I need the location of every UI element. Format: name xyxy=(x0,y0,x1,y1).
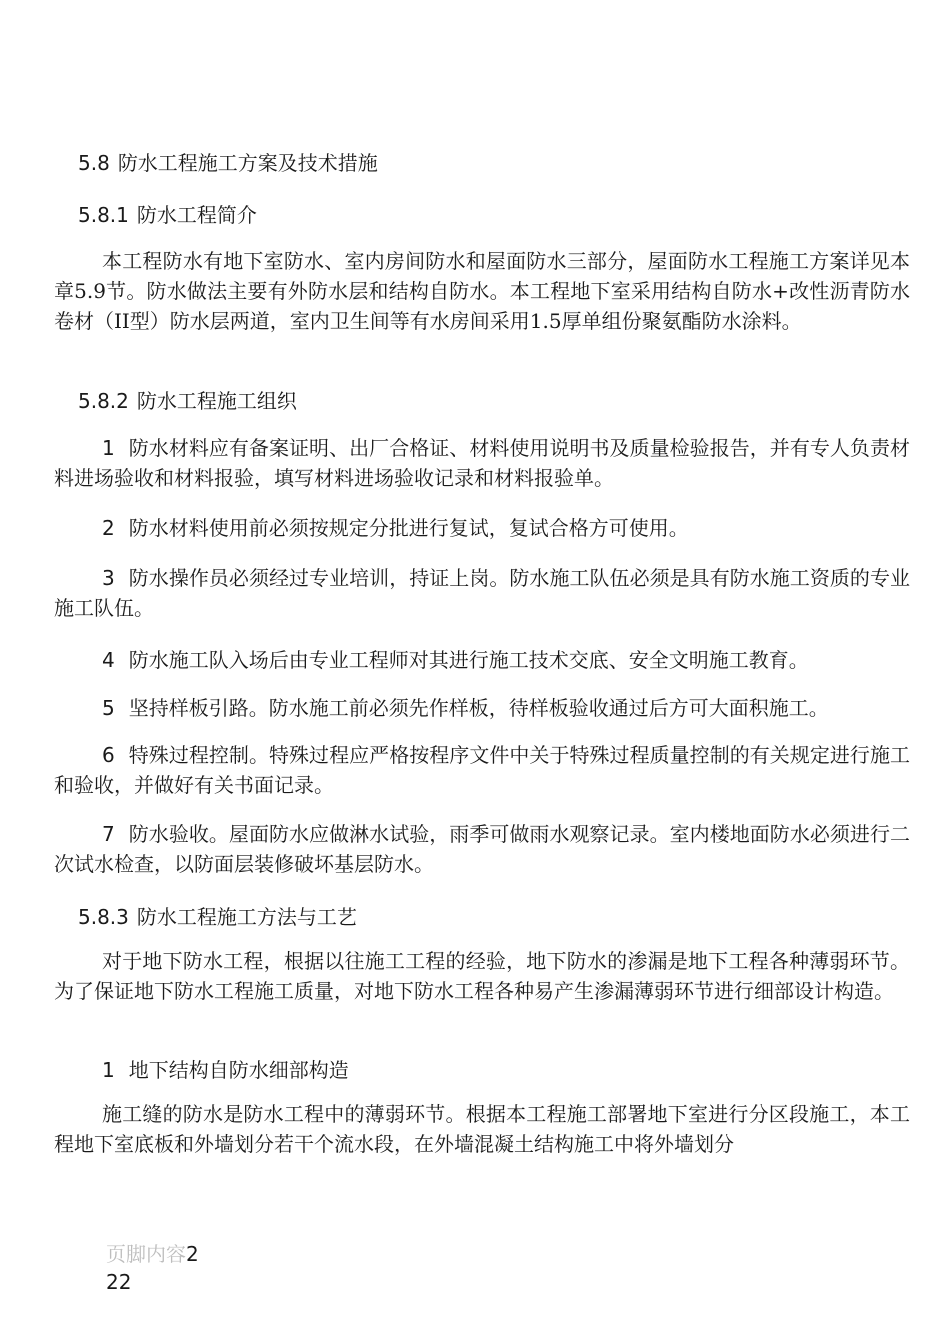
section-title: 防水工程施工方案及技术措施 xyxy=(117,151,378,175)
section-number: 5.8.2 xyxy=(78,389,129,413)
footer-label xyxy=(106,1240,199,1268)
item-text: 坚持样板引路。防水施工前必须先作样板，待样板验收通过后方可大面积施工。 xyxy=(128,696,829,720)
footer-page-total: 22 xyxy=(106,1270,132,1294)
section-title: 防水工程简介 xyxy=(136,203,257,227)
method-intro-paragraph: 对于地下防水工程，根据以往施工工程的经验，地下防水的渗漏是地下工程各种薄弱环节。为了保证地下防水工程施工质量，对地下防水工程各种易产生渗漏薄弱环节进行细部设计构造。 xyxy=(54,949,910,1003)
list-item xyxy=(54,513,910,543)
section-title: 防水工程施工组织 xyxy=(136,389,297,413)
item-text: 特殊过程控制。特殊过程应严格按程序文件中关于特殊过程质量控制的有关规定进行施工和验收，并做好有关书面记录。 xyxy=(54,743,910,797)
item-text: 防水材料使用前必须按规定分批进行复试，复试合格方可使用。 xyxy=(128,516,689,540)
list-item xyxy=(54,819,910,879)
item-number: 7 xyxy=(102,822,115,846)
joint-paragraph: 施工缝的防水是防水工程中的薄弱环节。根据本工程施工部署地下室进行分区段施工，本工程地下室底板和外墙划分若干个流水段，在外墙混凝土结构施工中将外墙划分 xyxy=(54,1102,910,1156)
item-text: 防水验收。屋面防水应做淋水试验，雨季可做雨水观察记录。室内楼地面防水必须进行二次试水检查，以防面层装修破坏基层防水。 xyxy=(54,822,910,876)
section-number: 5.8 xyxy=(78,151,110,175)
item-number: 5 xyxy=(102,696,115,720)
list-item xyxy=(54,693,910,723)
list-item xyxy=(54,645,910,675)
section-heading-5-8-3 xyxy=(78,902,357,932)
item-number: 1 xyxy=(102,436,115,460)
item-number: 6 xyxy=(102,743,115,767)
item-text: 防水施工队入场后由专业工程师对其进行施工技术交底、安全文明施工教育。 xyxy=(128,648,809,672)
item-number: 3 xyxy=(102,566,115,590)
item-text: 地下结构自防水细部构造 xyxy=(128,1058,349,1082)
intro-paragraph: 本工程防水有地下室防水、室内房间防水和屋面防水三部分，屋面防水工程施工方案详见本章5.9节。防水做法主要有外防水层和结构自防水。本工程地下室采用结构自防水+改性沥青防水卷材（II型）防水层两道，室内卫生间等有水房间采用1.5厚单组份聚氨酯防水涂料。 xyxy=(54,249,910,333)
list-item xyxy=(54,1055,910,1085)
item-text: 防水材料应有备案证明、出厂合格证、材料使用说明书及质量检验报告，并有专人负责材料进场验收和材料报验，填写材料进场验收记录和材料报验单。 xyxy=(54,436,910,490)
item-number: 1 xyxy=(102,1058,115,1082)
list-item xyxy=(54,433,910,493)
footer-page-number: 2 xyxy=(186,1242,199,1266)
item-number: 4 xyxy=(102,648,115,672)
list-item xyxy=(54,740,910,800)
section-number: 5.8.1 xyxy=(78,203,129,227)
section-number: 5.8.3 xyxy=(78,905,129,929)
section-heading-5-8 xyxy=(78,148,378,178)
list-item xyxy=(54,563,910,623)
item-number: 2 xyxy=(102,516,115,540)
section-heading-5-8-2 xyxy=(78,386,297,416)
footer-text: 页脚内容 xyxy=(106,1242,186,1266)
item-text: 防水操作员必须经过专业培训，持证上岗。防水施工队伍必须是具有防水施工资质的专业施工队伍。 xyxy=(54,566,910,620)
section-title: 防水工程施工方法与工艺 xyxy=(136,905,357,929)
section-heading-5-8-1 xyxy=(78,200,257,230)
